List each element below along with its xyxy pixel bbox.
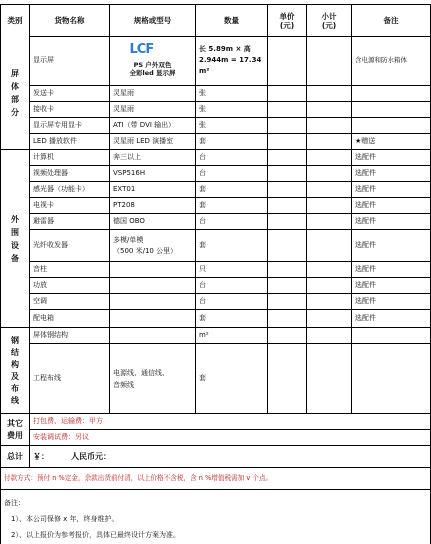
spec-value: 奔三以上 [110,150,196,166]
table-row [0,230,431,262]
item-name: 功放 [30,278,110,294]
spec-value [110,294,196,310]
qty-value: 台 [196,278,268,294]
spec-value [110,278,196,294]
qty-value: 张 [196,86,268,102]
item-name: 电视卡 [30,198,110,214]
remark-value: 选配件 [352,166,431,182]
table-row [0,262,431,278]
remark-value [352,344,431,414]
other-fee-row [0,430,431,446]
item-name: 接收卡 [30,102,110,118]
spec-value: 灵星雨 LED 演播室 [110,134,196,150]
spec-value [110,328,196,344]
header-remark: 备注 [352,5,431,37]
spec-value: ATI（带 DVI 输出） [110,118,196,134]
remark-value: 含电源和防水箱体 [352,36,431,86]
total-row [0,446,431,468]
item-name: 计算机 [30,150,110,166]
total-amount [30,446,431,468]
section-other: 其它 费用 [0,414,30,446]
table-row [0,344,431,414]
remark-value: 选配件 [352,278,431,294]
notes-title: 备注： [4,499,25,507]
item-name: 光纤收发器 [30,230,110,262]
item-name: 感光器（功能卡） [30,182,110,198]
spec-value: 德国 OBO [110,214,196,230]
qty-value: 长 5.89m × 高 2.944m = 17.34 m² [196,36,268,86]
section-screen: 屏 体 部 分 [0,36,30,150]
spec-value: 灵星雨 [110,86,196,102]
notes-block [0,490,431,544]
payment-terms: 付款方式：预付 n %定金，余款出货前付清，以上价格不含税，含 n %增值税需加 v 个点。 [0,468,431,490]
total-rmb: 人民币元： [71,452,111,461]
qty-value: 套 [196,182,268,198]
remark-value: 选配件 [352,150,431,166]
other-fee-row [0,414,431,430]
table-row [0,310,431,328]
remark-value: ★赠送 [352,134,431,150]
table-row [0,86,431,102]
remark-value [352,118,431,134]
qty-value: 张 [196,118,268,134]
spec-value: 多模/单模 （500 米/10 公里） [110,230,196,262]
table-row [0,134,431,150]
remark-value: 选配件 [352,230,431,262]
other-fee-install: 安装调试费：另议 [30,430,431,446]
section-steel: 钢 结 构 及 布 线 [0,328,30,414]
header-row [0,4,431,37]
section-peripheral: 外 围 设 备 [0,150,30,328]
remark-value: 选配件 [352,310,431,328]
item-name: 视频处理器 [30,166,110,182]
header-category: 类别 [0,5,30,37]
remark-value [352,86,431,102]
qty-value: 只 [196,262,268,278]
spec-value: 灵星雨 [110,102,196,118]
remark-value: 选配件 [352,214,431,230]
qty-value: m² [196,328,268,344]
item-name: 屏体钢结构 [30,328,110,344]
qty-value: 套 [196,198,268,214]
header-item: 货物名称 [30,5,110,37]
qty-value: 台 [196,294,268,310]
qty-value: 套 [196,134,268,150]
table-row [0,278,431,294]
item-name: LED 播放软件 [30,134,110,150]
header-qty: 数量 [196,5,268,37]
qty-value: 套 [196,344,268,414]
item-name: 发送卡 [30,86,110,102]
item-name: 显示屏专用显卡 [30,118,110,134]
table-row [0,150,431,166]
remark-value: 选配件 [352,182,431,198]
note-item: 2）、以上报价为参考报价，具体已最终设计方案为准。 [11,531,180,539]
remark-value: 选配件 [352,294,431,310]
spec-value: VSP516H [110,166,196,182]
table-row [0,102,431,118]
spec-value: PT208 [110,198,196,214]
remark-value [352,328,431,344]
item-name: 显示屏 [30,36,110,86]
item-name: 配电箱 [30,310,110,328]
table-row [0,36,431,86]
payment-row [0,468,431,490]
table-row [0,182,431,198]
qty-value: 台 [196,150,268,166]
remark-value: 选配件 [352,262,431,278]
table-row [0,214,431,230]
qty-value: 套 [196,230,268,262]
table-row [0,328,431,344]
note-item: 1）、本公司保修 x 年，终身维护。 [11,515,119,523]
remark-value [352,102,431,118]
header-spec: 规格或型号 [110,5,196,37]
other-fee-shipping: 打包费、运输费：甲方 [30,414,431,430]
spec-value: EXT01 [110,182,196,198]
lcf-logo-icon: LCF [129,41,154,57]
table-row [0,294,431,310]
header-price: 单价 (元) [268,5,307,37]
qty-value: 套 [196,310,268,328]
total-currency: ￥： [33,452,49,461]
table-row [0,118,431,134]
header-subtotal: 小计 (元) [307,5,352,37]
total-label: 总计 [0,446,30,468]
table-row [0,198,431,214]
item-name: 工程布线 [30,344,110,414]
product-logo: LCF PS 户外双色 全彩led 显示屏 [110,36,196,86]
qty-value: 张 [196,102,268,118]
item-name: 空调 [30,294,110,310]
spec-value [110,262,196,278]
table-row [0,166,431,182]
spec-value: 电源线、通信线、 音频线 [110,344,196,414]
remark-value: 选配件 [352,198,431,214]
spec-value [110,310,196,328]
item-name: 避雷器 [30,214,110,230]
qty-value: 台 [196,214,268,230]
item-name: 音柱 [30,262,110,278]
qty-value: 台 [196,166,268,182]
